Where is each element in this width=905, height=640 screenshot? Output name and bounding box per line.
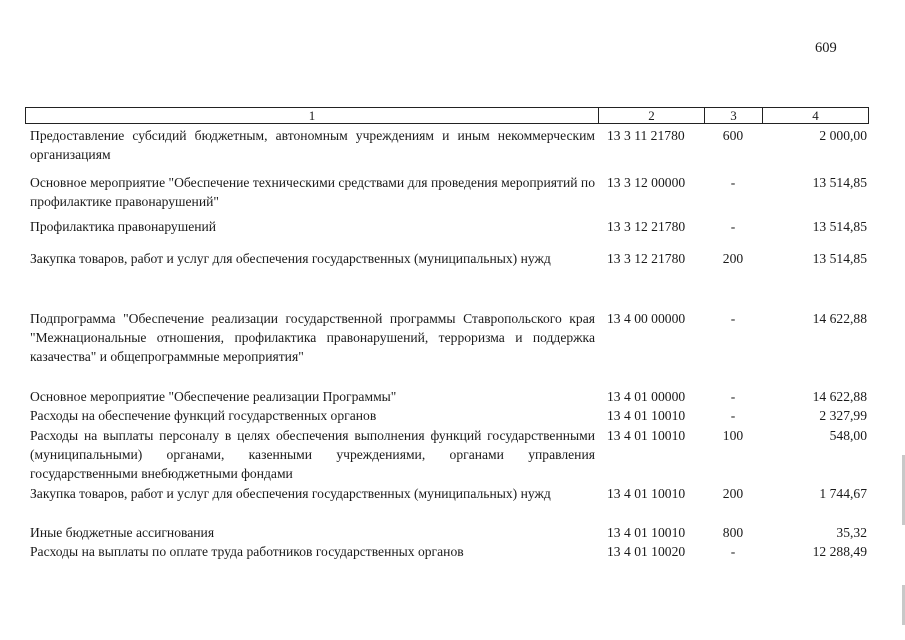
- table-row: [25, 387, 869, 406]
- row-code: 13 3 12 21780: [607, 219, 686, 234]
- header-col-3: 3: [705, 108, 763, 123]
- row-amount: 12 288,49: [812, 544, 867, 559]
- row-code: 13 3 12 21780: [607, 251, 686, 266]
- row-type: -: [730, 389, 736, 404]
- header-col-2: 2: [599, 108, 705, 123]
- row-name: Расходы на выплаты по оплате труда работников государственных органов: [30, 544, 464, 559]
- row-code: 13 4 00 00000: [607, 311, 686, 326]
- row-type: -: [730, 544, 736, 559]
- table-row: [25, 309, 869, 366]
- row-name: Предоставление субсидий бюджетным, автономным учреждениям и иным некоммерческим организациям: [30, 128, 595, 162]
- row-type: -: [730, 219, 736, 234]
- row-type: 600: [722, 128, 744, 143]
- row-code: 13 3 11 21780: [607, 128, 685, 143]
- row-code: 13 4 01 10020: [607, 544, 686, 559]
- header-col-4: 4: [812, 108, 819, 123]
- row-amount: 548,00: [829, 428, 867, 443]
- row-code: 13 4 01 10010: [607, 408, 686, 423]
- table-row: [25, 542, 869, 561]
- row-code: 13 4 01 00000: [607, 389, 686, 404]
- row-type: 800: [722, 525, 744, 540]
- row-type: 100: [722, 428, 744, 443]
- row-name: Основное мероприятие "Обеспечение техническими средствами для проведения мероприятий по профилактике правонарушений": [30, 175, 595, 209]
- row-type: 200: [722, 486, 744, 501]
- row-name: Подпрограмма "Обеспечение реализации государственной программы Ставропольского края "Межнациональные отношения, профилактика правонарушений, терроризма и поддержка казачества" и общепрограммные мероприятия": [30, 311, 595, 364]
- row-amount: 14 622,88: [812, 311, 867, 326]
- table-row: [25, 426, 869, 483]
- row-code: 13 3 12 00000: [607, 175, 686, 190]
- row-amount: 2 327,99: [819, 408, 867, 423]
- row-type: -: [730, 175, 736, 190]
- row-code: 13 4 01 10010: [607, 428, 686, 443]
- table-row: [25, 126, 869, 164]
- row-code: 13 4 01 10010: [607, 486, 686, 501]
- row-code: 13 4 01 10010: [607, 525, 686, 540]
- row-name: Расходы на выплаты персоналу в целях обеспечения выполнения функций государственными (муниципальными) органами, казенными учреждениями, органами управления государственными внебюджетными фондами: [30, 428, 595, 481]
- row-amount: 1 744,67: [819, 486, 867, 501]
- table-header: [25, 107, 869, 124]
- row-name: Расходы на обеспечение функций государственных органов: [30, 408, 377, 423]
- row-amount: 13 514,85: [812, 219, 867, 234]
- row-amount: 13 514,85: [812, 175, 867, 190]
- table-row: [25, 484, 869, 503]
- row-amount: 13 514,85: [812, 251, 867, 266]
- table-row: [25, 249, 869, 268]
- row-name: Основное мероприятие "Обеспечение реализации Программы": [30, 389, 397, 404]
- header-col-1: 1: [26, 108, 599, 123]
- row-name: Закупка товаров, работ и услуг для обеспечения государственных (муниципальных) нужд: [30, 486, 551, 501]
- row-amount: 2 000,00: [819, 128, 867, 143]
- row-name: Профилактика правонарушений: [30, 219, 217, 234]
- table-row: [25, 406, 869, 425]
- row-type: -: [730, 408, 736, 423]
- row-type: 200: [722, 251, 744, 266]
- row-name: Закупка товаров, работ и услуг для обеспечения государственных (муниципальных) нужд: [30, 251, 551, 266]
- table-row: [25, 523, 869, 542]
- table-row: [25, 173, 869, 211]
- row-name: Иные бюджетные ассигнования: [30, 525, 215, 540]
- table-row: [25, 217, 869, 236]
- row-amount: 35,32: [836, 525, 867, 540]
- page-number: 609: [815, 40, 837, 56]
- row-amount: 14 622,88: [812, 389, 867, 404]
- row-type: -: [730, 311, 736, 326]
